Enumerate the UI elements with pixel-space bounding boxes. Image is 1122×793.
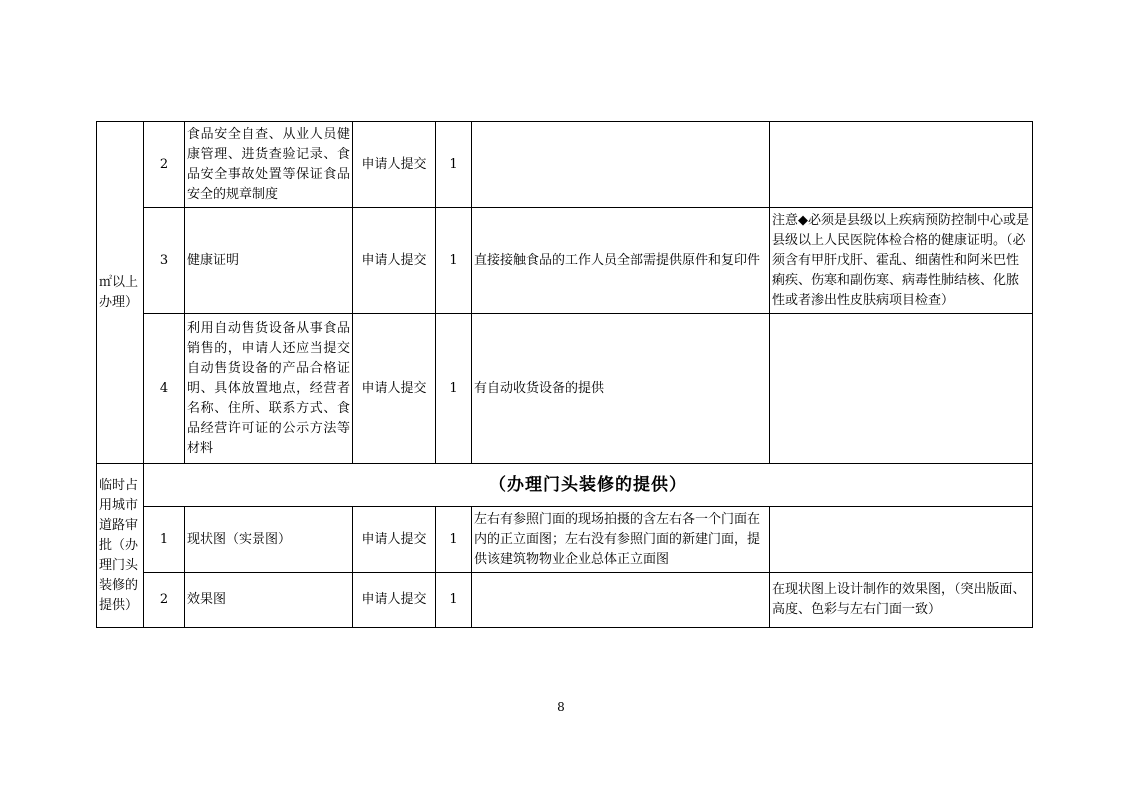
material-name: 利用自动售货设备从事食品销售的，申请人还应当提交自动售货设备的产品合格证明、具体放置地点，经营者名称、住所、联系方式、食品经营许可证的公示方法等材料 — [185, 314, 353, 464]
material-note — [770, 314, 1033, 464]
material-requirement — [472, 573, 770, 628]
material-name: 健康证明 — [185, 208, 353, 314]
row-number: 3 — [144, 208, 185, 314]
table-row — [97, 573, 1033, 628]
material-name: 效果图 — [185, 573, 353, 628]
material-source: 申请人提交 — [353, 314, 436, 464]
material-count: 1 — [436, 314, 472, 464]
row-number: 2 — [144, 573, 185, 628]
material-requirement — [472, 122, 770, 208]
material-requirement: 左右有参照门面的现场拍摄的含左右各一个门面在内的正立面图；左右没有参照门面的新建门面，提供该建筑物物业企业总体正立面图 — [472, 507, 770, 573]
category-cell: 临时占用城市道路审批（办理门头装修的提供） — [97, 464, 144, 628]
row-number: 1 — [144, 507, 185, 573]
material-source: 申请人提交 — [353, 573, 436, 628]
section-header: （办理门头装修的提供） — [144, 464, 1033, 507]
material-note — [770, 122, 1033, 208]
material-name: 现状图（实景图） — [185, 507, 353, 573]
document-table — [96, 121, 1033, 628]
material-count: 1 — [436, 573, 472, 628]
category-cell: ㎡以上办理） — [97, 122, 144, 464]
material-count: 1 — [436, 507, 472, 573]
table-row — [97, 122, 1033, 208]
material-requirement: 有自动收货设备的提供 — [472, 314, 770, 464]
material-source: 申请人提交 — [353, 507, 436, 573]
material-name: 食品安全自查、从业人员健康管理、进货查验记录、食品安全事故处置等保证食品安全的规章制度 — [185, 122, 353, 208]
material-count: 1 — [436, 122, 472, 208]
material-note: 注意◆必须是县级以上疾病预防控制中心或是县级以上人民医院体检合格的健康证明。（必须含有甲肝戊肝、霍乱、细菌性和阿米巴性痢疾、伤寒和副伤寒、病毒性肺结核、化脓性或者渗出性皮肤病项目检查） — [770, 208, 1033, 314]
table-row — [97, 208, 1033, 314]
page-number: 8 — [557, 700, 565, 714]
material-requirement: 直接接触食品的工作人员全部需提供原件和复印件 — [472, 208, 770, 314]
material-note — [770, 507, 1033, 573]
table-row — [97, 464, 1033, 507]
material-count: 1 — [436, 208, 472, 314]
table-row — [97, 314, 1033, 464]
row-number: 4 — [144, 314, 185, 464]
material-source: 申请人提交 — [353, 208, 436, 314]
row-number: 2 — [144, 122, 185, 208]
material-source: 申请人提交 — [353, 122, 436, 208]
table-row — [97, 507, 1033, 573]
material-note: 在现状图上设计制作的效果图，（突出版面、高度、色彩与左右门面一致） — [770, 573, 1033, 628]
